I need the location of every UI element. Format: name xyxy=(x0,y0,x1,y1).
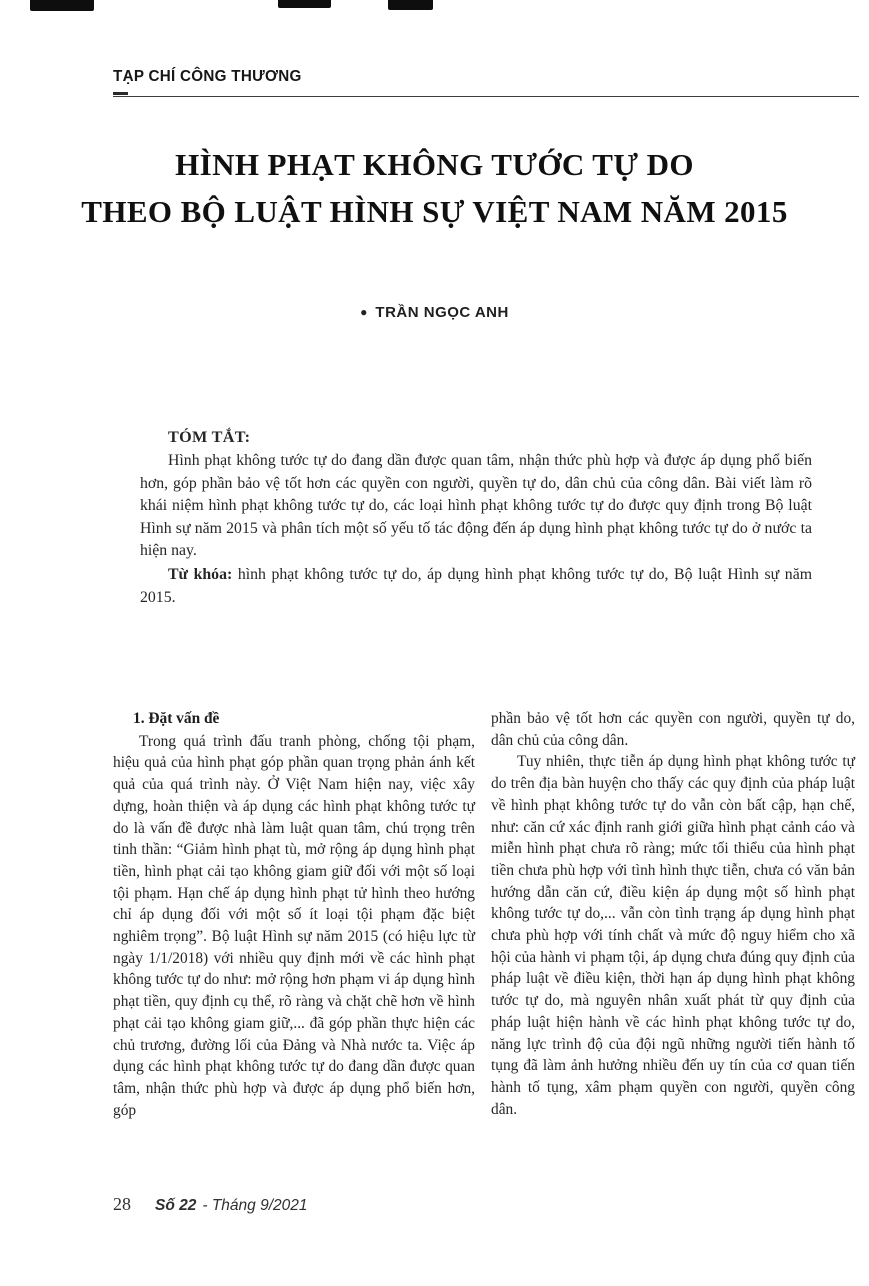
scan-artifact xyxy=(388,0,433,10)
keywords-paragraph xyxy=(140,564,812,609)
body-column-right xyxy=(491,708,855,1120)
page-footer xyxy=(113,1194,308,1215)
article-title-line2: THEO BỘ LUẬT HÌNH SỰ VIỆT NAM NĂM 2015 xyxy=(81,194,788,229)
author-row xyxy=(0,304,869,322)
body-column-left xyxy=(113,708,475,1121)
abstract-section xyxy=(140,426,812,609)
footer-page-number: 28 xyxy=(113,1194,131,1214)
article-title-line1: HÌNH PHẠT KHÔNG TƯỚC TỰ DO xyxy=(175,147,694,182)
scan-artifact xyxy=(278,0,331,8)
body-paragraph: Tuy nhiên, thực tiễn áp dụng hình phạt không tước tự do trên địa bàn huyện cho thấy các quy định của pháp luật về hình phạt không tước tự do vẫn còn bất cập, hạn chế, như: căn cứ xác định ranh giới giữa hình phạt cảnh cáo và miễn hình phạt chưa rõ ràng; mức tối thiểu của hình phạt tiền chưa phù hợp với tình hình thực tiễn, chưa có văn bản hướng dẫn căn cứ, điều kiện áp dụng một số hình phạt không tước tự do,... vẫn còn tình trạng áp dụng hình phạt chưa phù hợp với tính chất và mức độ nguy hiểm cho xã hội của hành vi phạm tội, áp dụng chưa đúng quy định của pháp luật về điều kiện, thời hạn áp dụng hình phạt không tước tự do, mà nguyên nhân xuất phát từ quy định của pháp luật hiện hành về các hình phạt không tước tự do, năng lực trình độ của đội ngũ những người tiến hành tố tụng đã làm ảnh hưởng nhiều đến uy tín của cơ quan tiến hành tố tụng, xâm phạm quyền con người, quyền công dân. xyxy=(491,753,855,1118)
footer-date: - Tháng 9/2021 xyxy=(202,1197,308,1214)
author-name: TRẦN NGỌC ANH xyxy=(375,304,509,321)
article-title xyxy=(40,141,829,235)
keywords-text: hình phạt không tước tự do, áp dụng hình phạt không tước tự do, Bộ luật Hình sự năm 2015. xyxy=(140,566,813,606)
keywords-label: Từ khóa: xyxy=(168,566,233,584)
section-heading-1: 1. Đặt vấn đề xyxy=(133,710,220,727)
body-paragraph: Trong quá trình đấu tranh phòng, chống tội phạm, hiệu quả của hình phạt góp phần quan trọng phản ánh kết quả của quá trình này. Ở Việt Nam hiện nay, việc xây dựng, hoàn thiện và áp dụng các hình phạt không tước tự do là vấn đề được nhà làm luật quan tâm, chú trọng trên tinh thần: “Giảm hình phạt tù, mở rộng áp dụng hình phạt tiền, hình phạt cải tạo không giam giữ đối với một số loại tội phạm. Hạn chế áp dụng hình phạt tử hình theo hướng chỉ áp dụng đối với một số ít loại tội phạm đặc biệt nghiêm trọng”. Bộ luật Hình sự năm 2015 (có hiệu lực từ ngày 1/1/2018) với nhiều quy định mới về các hình phạt không tước tự do như: mở rộng hơn phạm vi áp dụng hình phạt tiền, quy định cụ thể, rõ ràng và chặt chẽ hơn về hình phạt cải tạo không giam giữ,... đã góp phần thực hiện các chủ trương, đường lối của Đảng và Nhà nước ta. Việc áp dụng các hình phạt không tước tự do đang dần được quan tâm, nhận thức phù hợp và được áp dụng phổ biến hơn, góp xyxy=(113,732,475,1119)
masthead-rule xyxy=(113,96,859,97)
masthead-tick xyxy=(113,92,128,95)
abstract-text: Hình phạt không tước tự do đang dần được quan tâm, nhận thức phù hợp và được áp dụng phổ biến hơn, góp phần bảo vệ tốt hơn các quyền con người, quyền tự do, dân chủ của công dân. Bài viết làm rõ khái niệm hình phạt không tước tự do, các loại hình phạt không tước tự do được quy định trong Bộ luật Hình sự năm 2015 và phân tích một số yếu tố tác động đến áp dụng hình phạt không tước tự do ở nước ta hiện nay. xyxy=(140,452,812,560)
body-paragraph-continued: phần bảo vệ tốt hơn các quyền con người, quyền tự do, dân chủ của công dân. xyxy=(491,710,855,749)
journal-name: TẠP CHÍ CÔNG THƯƠNG xyxy=(113,68,302,85)
footer-issue: Số 22 xyxy=(155,1197,197,1214)
author-bullet-icon: ● xyxy=(360,305,368,319)
scan-artifact xyxy=(30,0,94,11)
abstract-label: TÓM TẮT: xyxy=(168,428,251,446)
